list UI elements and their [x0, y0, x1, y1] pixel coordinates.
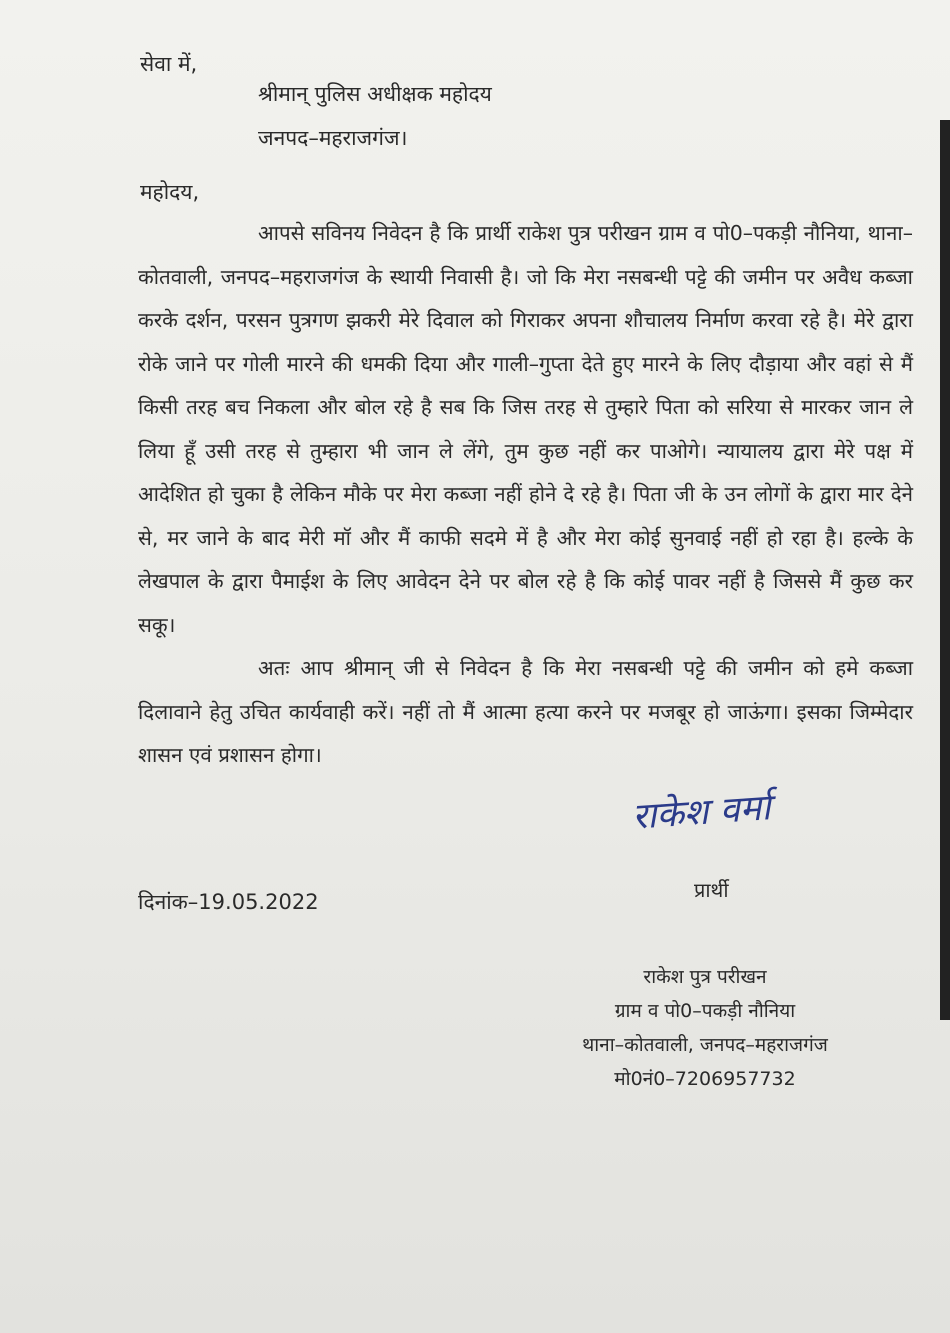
letter-body	[138, 212, 913, 778]
sender-name: राकेश पुत्र परीखन	[643, 966, 767, 988]
page-edge-shadow	[940, 120, 950, 1020]
sender-police-station: थाना–कोतवाली, जनपद–महराजगंज	[582, 1034, 828, 1056]
salutation-to: सेवा में,	[140, 52, 198, 76]
sender-mobile: मो0नं0–7206957732	[614, 1068, 796, 1090]
sender-address-block	[550, 960, 860, 1096]
sender-village: ग्राम व पो0–पकड़ी नौनिया	[614, 1000, 796, 1022]
greeting: महोदय,	[140, 180, 200, 204]
applicant-label: प्रार्थी	[694, 878, 729, 902]
letter-date: दिनांक–19.05.2022	[138, 890, 319, 914]
handwritten-signature: राकेश वर्मा	[630, 787, 772, 838]
body-paragraph-1: आपसे सविनय निवेदन है कि प्रार्थी राकेश पुत्र परीखन ग्राम व पो0–पकड़ी नौनिया, थाना–कोतवाली, जनपद–महराजगंज के स्थायी निवासी है। जो कि मेरा नसबन्धी पट्टे की जमीन पर अवैध कब्जा करके दर्शन, परसन पुत्रगण झकरी मेरे दिवाल को गिराकर अपना शौचालय निर्माण करवा रहे है। मेरे द्वारा रोके जाने पर गोली मारने की धमकी दिया और गाली–गुप्ता देते हुए मारने के लिए दौड़ाया और वहां से मैं किसी तरह बच निकला और बोल रहे है सब कि जिस तरह से तुम्हारे पिता को सरिया से मारकर जान ले लिया हूँ उसी तरह से तुम्हारा भी जान ले लेंगे, तुम कुछ नहीं कर पाओगे। न्यायालय द्वारा मेरे पक्ष में आदेशित हो चुका है लेकिन मौके पर मेरा कब्जा नहीं होने दे रहे है। पिता जी के उन लोगों के द्वारा मार देने से, मर जाने के बाद मेरी मॉ और मैं काफी सदमे में है और मेरा कोई सुनवाई नहीं हो रहा है। हल्के के लेखपाल के द्वारा पैमाईश के लिए आवेदन देने पर बोल रहे है कि कोई पावर नहीं है जिससे मैं कुछ कर सकू।	[138, 221, 913, 637]
addressee-district: जनपद–महराजगंज।	[258, 126, 408, 150]
addressee-title: श्रीमान् पुलिस अधीक्षक महोदय	[258, 82, 492, 106]
body-paragraph-2: अतः आप श्रीमान् जी से निवेदन है कि मेरा नसबन्धी पट्टे की जमीन को हमे कब्जा दिलावाने हेतु उचित कार्यवाही करें। नहीं तो मैं आत्मा हत्या करने पर मजबूर हो जाऊंगा। इसका जिम्मेदार शासन एवं प्रशासन होगा।	[138, 656, 913, 767]
